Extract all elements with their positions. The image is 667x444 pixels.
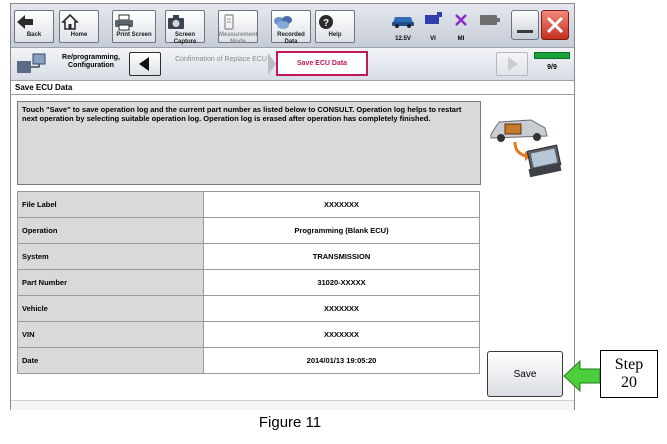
row-label: Operation [18, 218, 204, 244]
screen-capture-button[interactable] [165, 10, 205, 43]
row-value: XXXXXXX [204, 322, 480, 348]
measurement-icon [219, 12, 239, 32]
help-label: Help [328, 32, 342, 38]
save-button[interactable]: Save [487, 351, 563, 397]
camera-icon [166, 12, 186, 32]
mi-disconnected-icon [453, 12, 469, 28]
row-value: XXXXXXX [204, 192, 480, 218]
row-value: 2014/01/13 19:05:20 [204, 348, 480, 374]
instruction-box [17, 101, 481, 185]
minimize-icon [512, 11, 538, 39]
recorded-data-button[interactable] [271, 10, 311, 43]
home-icon [60, 12, 80, 32]
voltage-label: 12.5V [395, 36, 411, 42]
breadcrumb-chevron-icon [268, 53, 276, 75]
triangle-left-icon [130, 53, 160, 75]
breadcrumb-previous-step[interactable]: Confirmation of Replace ECU [175, 56, 267, 63]
row-value: TRANSMISSION [204, 244, 480, 270]
step-progress [534, 52, 570, 76]
top-toolbar [11, 4, 574, 48]
close-button[interactable] [541, 10, 569, 40]
vi-connector-icon [422, 11, 444, 29]
row-label: Vehicle [18, 296, 204, 322]
home-button[interactable] [59, 10, 99, 43]
previous-step-button[interactable] [129, 52, 161, 76]
table-row [18, 192, 480, 218]
recorded-data-icon [272, 12, 294, 32]
table-row [18, 348, 480, 374]
vi-label: VI [430, 36, 436, 42]
breadcrumb-bar [11, 48, 574, 81]
back-label: Back [26, 32, 42, 38]
row-value: 31020-XXXXX [204, 270, 480, 296]
callout-arrow-icon [562, 358, 602, 394]
step-callout [600, 350, 658, 398]
printer-icon [113, 12, 135, 32]
battery-icon [480, 14, 500, 26]
screen-capture-label: Screen Capture [173, 32, 197, 45]
consult-window [10, 3, 575, 410]
minimize-button[interactable] [511, 10, 539, 40]
instruction-text: Touch "Save" to save operation log and the current part number as listed below to CONSULT. Operation log helps to restart next operation by selecting suitable operation log. Operation log is erased after operation has completely finished. [22, 105, 462, 123]
step-callout-line1: Step [614, 356, 644, 373]
row-label: VIN [18, 322, 204, 348]
vi-status [419, 10, 447, 43]
page-indicator: 9/9 [547, 64, 557, 71]
title-divider [11, 94, 574, 95]
progress-bar [534, 52, 570, 59]
measurement-mode-label: Measurement Mode [219, 32, 258, 45]
mi-status [447, 10, 475, 43]
svg-text:?: ? [322, 18, 330, 29]
help-icon [316, 12, 336, 32]
table-row [18, 244, 480, 270]
row-label: Date [18, 348, 204, 374]
step-callout-line2: 20 [621, 374, 637, 391]
breadcrumb-current-step: Save ECU Data [276, 51, 368, 76]
row-label: System [18, 244, 204, 270]
close-icon [542, 11, 568, 39]
measurement-mode-button[interactable] [218, 10, 258, 43]
help-button[interactable] [315, 10, 355, 43]
next-step-button[interactable] [496, 52, 528, 76]
back-arrow-icon [15, 12, 35, 32]
page-title: Save ECU Data [15, 83, 73, 92]
ecu-data-table [17, 191, 480, 374]
table-row [18, 218, 480, 244]
figure-caption: Figure 11 [258, 414, 322, 431]
table-row [18, 322, 480, 348]
mi-label: MI [457, 36, 465, 42]
row-label: Part Number [18, 270, 204, 296]
breadcrumb-section-title: Re/programming, Configuration [62, 54, 120, 69]
row-label: File Label [18, 192, 204, 218]
table-row [18, 270, 480, 296]
vehicle-voltage-status [389, 10, 417, 43]
back-button[interactable] [14, 10, 54, 43]
car-to-laptop-illustration-icon [485, 104, 565, 184]
print-screen-label: Print Screen [116, 32, 152, 38]
recorded-data-label: Recorded Data [277, 32, 305, 45]
print-screen-button[interactable] [112, 10, 156, 43]
row-value: XXXXXXX [204, 296, 480, 322]
row-value: Programming (Blank ECU) [204, 218, 480, 244]
reprogramming-icon [15, 51, 49, 77]
footer-strip [11, 400, 574, 410]
home-label: Home [70, 32, 88, 38]
triangle-right-icon [497, 53, 527, 75]
table-row [18, 296, 480, 322]
car-icon [390, 11, 416, 29]
